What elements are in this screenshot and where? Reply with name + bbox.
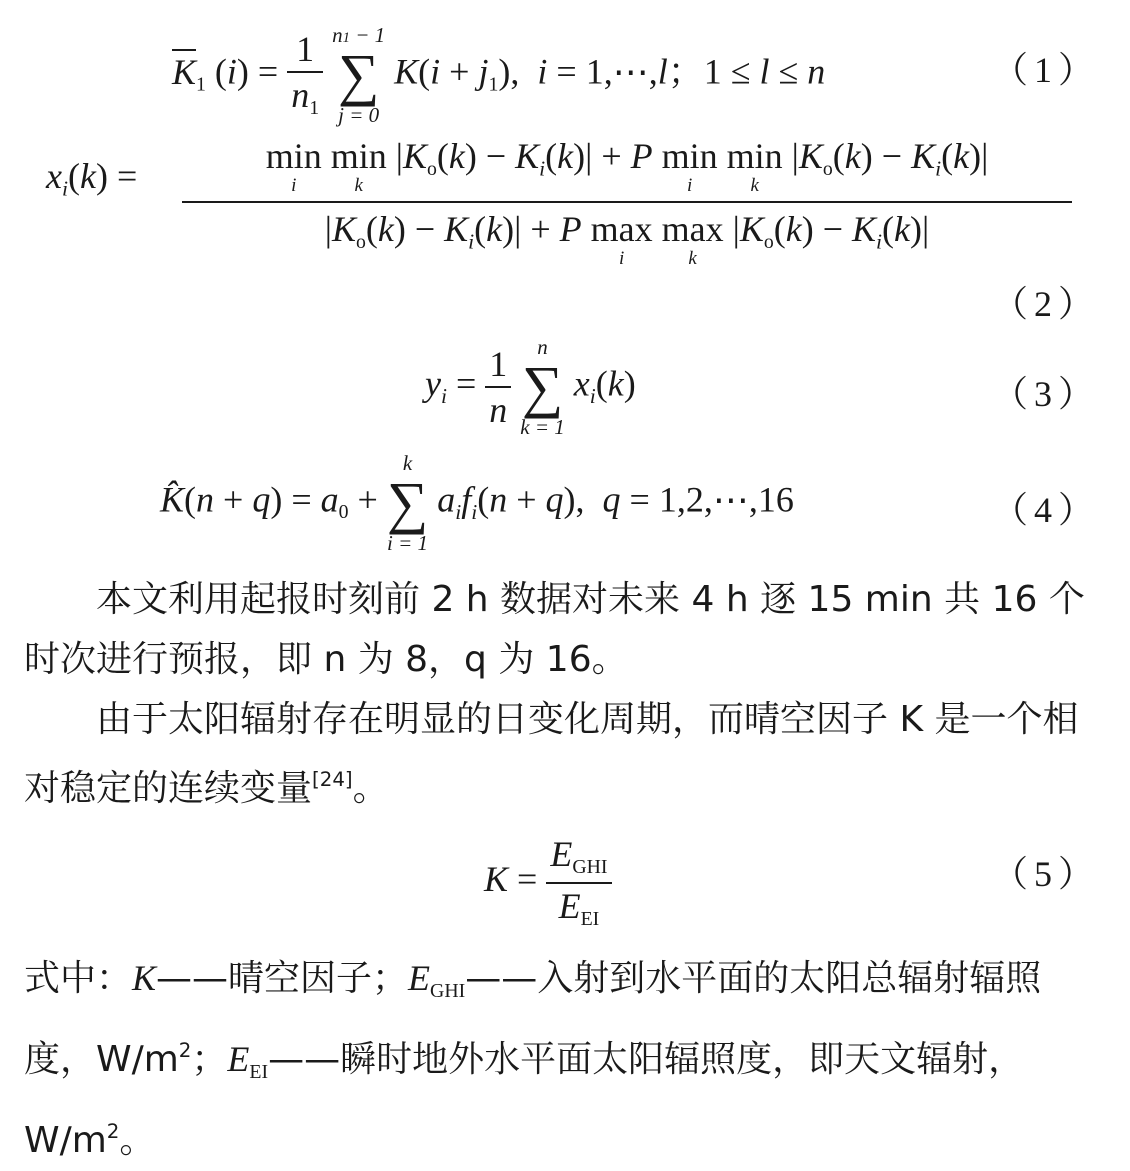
symbol-E-GHI-sub: GHI bbox=[430, 979, 466, 1002]
defs-EGHI-desc: ——入射到水平面的太阳总辐射辐照度，W/m bbox=[24, 958, 1042, 1080]
paragraph-clear-sky-factor bbox=[24, 690, 1106, 819]
paragraph-end: 。 bbox=[352, 767, 389, 809]
defs-K-desc: ——晴空因子； bbox=[156, 958, 409, 999]
paragraph-definitions bbox=[24, 948, 1106, 1171]
unit-exponent-1: 2 bbox=[178, 1038, 192, 1062]
paragraph-forecast-setup: 本文利用起报时刻前 2 h 数据对未来 4 h 逐 15 min 共 16 个时次进行预报，即 n 为 8，q 为 16。 bbox=[24, 579, 1085, 680]
defs-end: 。 bbox=[119, 1119, 156, 1161]
defs-separator: ； bbox=[191, 1038, 228, 1080]
citation-ref: [24] bbox=[312, 768, 353, 791]
equation-number-1: （1） bbox=[991, 50, 1100, 90]
symbol-E-EI-sub: EI bbox=[249, 1060, 269, 1083]
equation-number-5: （5） bbox=[991, 854, 1100, 894]
defs-EEI-desc: ——瞬时地外水平面太阳辐照度，即天文辐射，W/m bbox=[24, 1038, 1025, 1161]
equation-number-2: （2） bbox=[991, 284, 1100, 324]
defs-lead: 式中： bbox=[24, 958, 133, 999]
symbol-E-EI: E bbox=[227, 1038, 250, 1079]
symbol-E-GHI: E bbox=[408, 958, 431, 998]
equation-number-3: （3） bbox=[991, 374, 1100, 414]
paragraph-text: 由于太阳辐射存在明显的日变化周期，而晴空因子 K 是一个相对稳定的连续变量 bbox=[24, 699, 1079, 809]
equation-number-4: （4） bbox=[991, 490, 1100, 530]
unit-exponent-2: 2 bbox=[106, 1119, 120, 1143]
symbol-K: K bbox=[132, 958, 157, 998]
